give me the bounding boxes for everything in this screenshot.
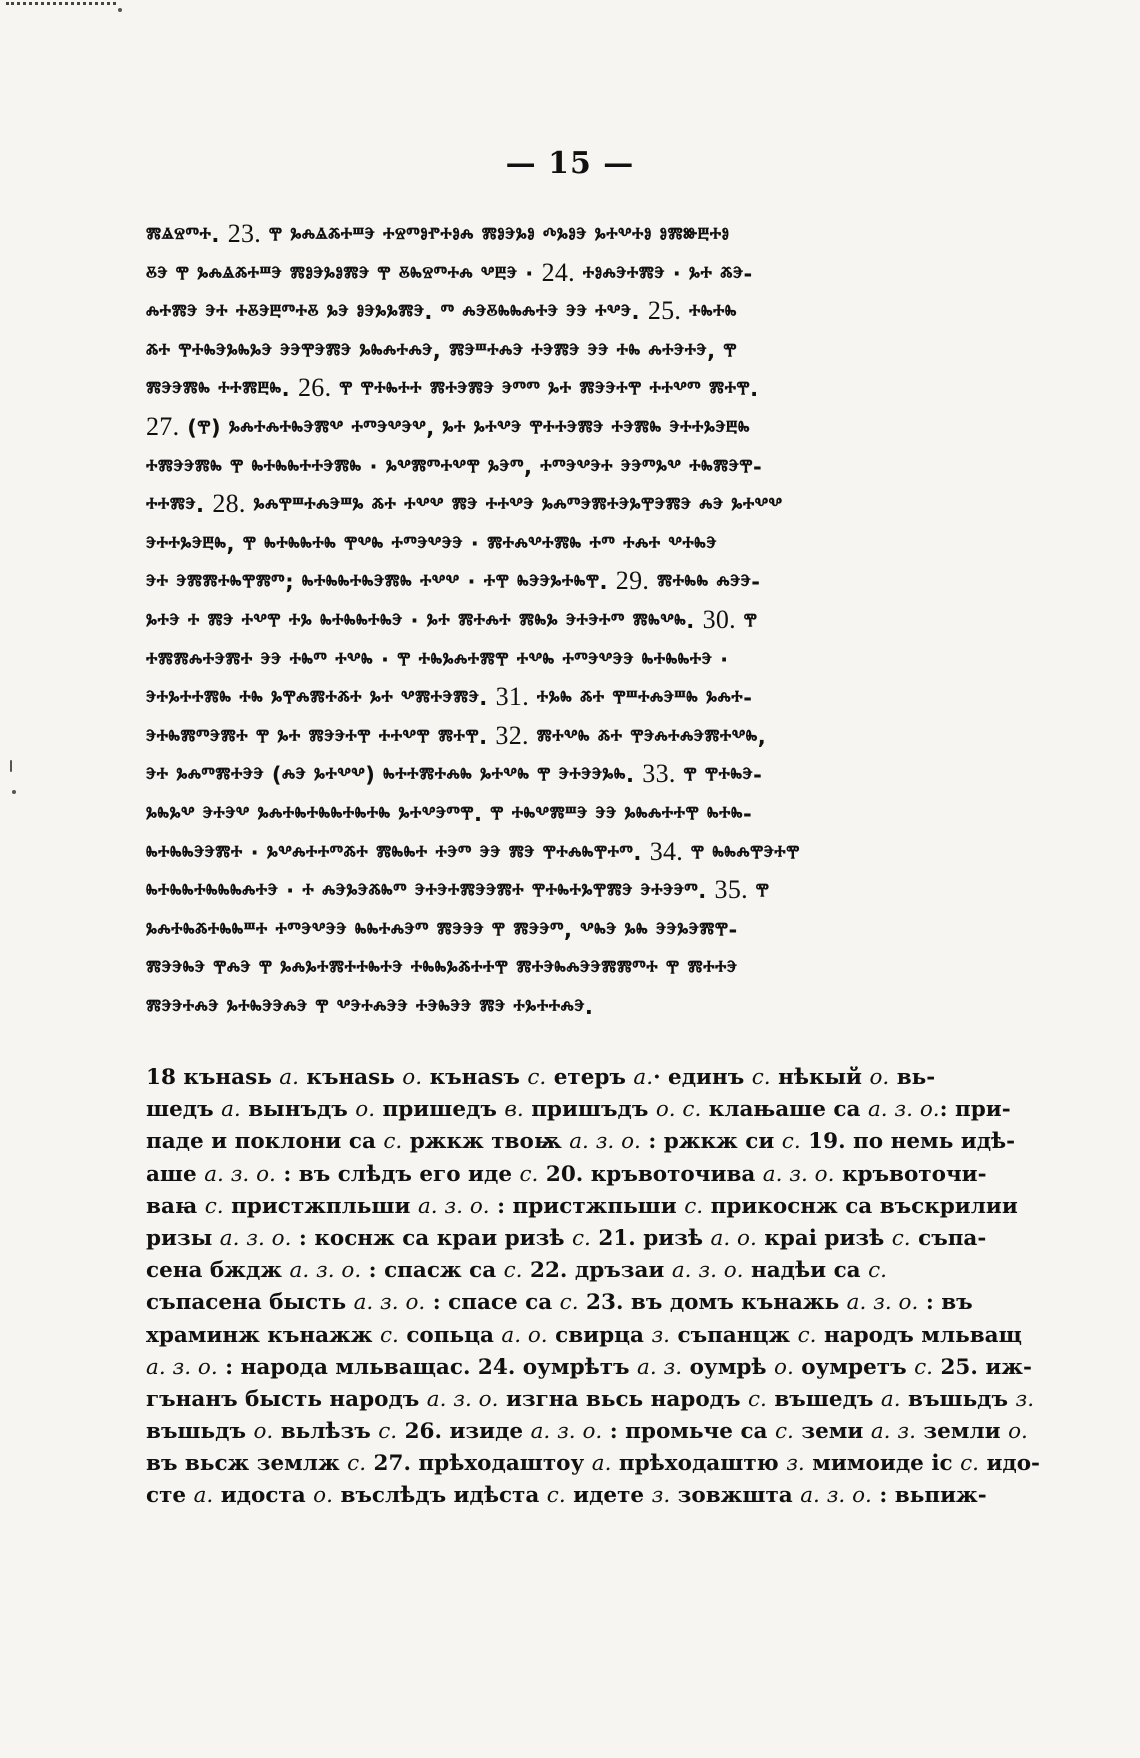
glagolitic-segment: ⰹ ⰹⰰⰸⰰⰰ ⰿⰰⰵⰿⰵ ⰵⱅⱅ ⰳⰰ ⰿⰵⰵⰰⰹ ⰰⰰⰲⱅ ⰿⰰⰹ. [331, 377, 759, 402]
glagolitic-line [146, 408, 946, 447]
variant-reading: земли [915, 1419, 1009, 1445]
manuscript-siglum: з. [786, 1451, 805, 1477]
verse-number: 25. [647, 296, 682, 326]
glagolitic-segment: ⰶⰰ ⰹⰰⰸⰵⰳⰸⰳⰵ ⰵⰵⰹⰵⰿⰵ ⰳⰸⰾⰰⰾⰵ, ⰿⰵⱎⰰⰾⰵ ⰰⰵⰿⰵ ⰵⰵ ⰰⰸ ⰾⰰⰵⰰⰵ, ⰹ [146, 338, 738, 363]
variant-reading: кънаѕь [298, 1065, 403, 1090]
manuscript-siglum: з. [651, 1322, 670, 1348]
variant-reading: надѣи ca [743, 1258, 869, 1284]
variant-reading: идете [565, 1483, 652, 1509]
verse-number: 33. [642, 759, 676, 789]
manuscript-siglum: а. з. [637, 1354, 683, 1380]
manuscript-siglum: а. з. о. [867, 1097, 940, 1123]
verse-number: 24. [541, 257, 575, 287]
manuscript-siglum: с. [204, 1193, 224, 1219]
glagolitic-line [146, 833, 946, 872]
manuscript-siglum: а. з. о. [289, 1258, 362, 1284]
verse-number: 28. [212, 489, 246, 519]
manuscript-siglum: а. з. о. [426, 1386, 499, 1412]
glagolitic-line [146, 447, 946, 486]
apparatus-line [146, 1159, 987, 1191]
glagolitic-line [146, 369, 946, 408]
glagolitic-line [146, 292, 946, 331]
variant-reading: ризы [146, 1225, 220, 1251]
variant-reading: въслѣдъ идѣста [332, 1483, 547, 1509]
variant-reading: : спасж ca [361, 1258, 504, 1284]
manuscript-siglum: с. [684, 1193, 704, 1219]
manuscript-siglum: о. [402, 1065, 423, 1090]
glagolitic-segment: ⰰⰸⰰⰸ [681, 300, 737, 325]
manuscript-siglum: с. [751, 1065, 771, 1090]
verse-number: 31. [495, 682, 529, 712]
manuscript-siglum: о. [253, 1419, 274, 1445]
manuscript-siglum: а. [193, 1483, 214, 1509]
manuscript-siglum: с. [781, 1129, 801, 1155]
glagolitic-line [146, 254, 946, 293]
manuscript-siglum: о. [355, 1097, 376, 1123]
variant-reading: : народа мльващас. 24. оумрѣтъ [217, 1354, 638, 1380]
manuscript-siglum: а. з. о. [353, 1290, 426, 1316]
variant-reading: оумрѣ [682, 1354, 775, 1380]
manuscript-siglum: с. [960, 1451, 979, 1477]
manuscript-siglum: о. [313, 1483, 333, 1509]
variant-reading: краі ризѣ [756, 1225, 892, 1251]
glagolitic-segment: ⰰⰰⰿⰵ. [146, 493, 213, 518]
variant-reading: : вьпиж- [871, 1483, 987, 1509]
verse-number: 23. [227, 219, 262, 248]
variant-reading: вынъдъ [240, 1097, 356, 1123]
critical-apparatus [146, 1062, 1040, 1513]
glagolitic-line [146, 871, 946, 910]
glagolitic-segment: ⰰⱁⰾⰵⰰⰿⰵ · ⰳⰰ ⰶⰵ- [574, 261, 753, 286]
glagolitic-segment: ⰿⰵⰵⰿⰸ ⰰⰰⰿⰱⰸ. [146, 377, 298, 402]
variant-reading: 21. ризѣ [590, 1225, 711, 1251]
variant-reading: съпасена бысть [146, 1290, 354, 1316]
glagolitic-segment: ⰾⰰⰿⰵ ⰵⰰ ⰰⰻⰵⰱⱅⰰⰻ ⰳⰵ ⱁⰵⰳⰳⰿⰵ. ⱅ ⰾⰵⰻⰸⰸⰾⰰⰵ ⰵⰵ ⰰⰲⰵ. [146, 300, 648, 325]
glagolitic-segment: ⰰⰿⰿⰾⰰⰵⰿⰰ ⰵⰵ ⰰⰸⱅ ⰰⰲⰸ · ⰹ ⰰⰸⰳⰾⰰⰿⰹ ⰰⰲⰸ ⰰⱅⰵⰲⰵⰵ ⰸⰰⰸⰸⰰⰵ · [146, 647, 729, 672]
variant-reading: сте [146, 1483, 194, 1509]
manuscript-siglum: а. [221, 1097, 241, 1123]
variant-reading: идоста [213, 1483, 314, 1509]
glagolitic-line [146, 987, 946, 1026]
glagolitic-segment: ⰿⰰⰲⰸ ⰶⰰ ⰹⰵⰾⰰⰾⰵⰿⰰⰲⰸ, [528, 724, 767, 749]
variant-reading: въ вьсж землж [146, 1451, 348, 1477]
variant-reading: 19. по немь идѣ- [800, 1129, 1016, 1155]
manuscript-siglum: с. [383, 1129, 403, 1155]
verse-number: 26. [297, 373, 332, 403]
variant-reading: земи [793, 1419, 871, 1445]
manuscript-siglum: а. з. о. [417, 1193, 490, 1219]
manuscript-siglum: о. [1008, 1419, 1028, 1445]
verse-number: 27. [146, 411, 180, 441]
apparatus-line [146, 1191, 1018, 1223]
glagolitic-segment: ⰿⰵⰵⰰⰾⰵ ⰳⰰⰸⰵⰵⰾⰵ ⰹ ⰲⰵⰰⰾⰵⰵ ⰰⰵⰸⰵⰵ ⰿⰵ ⰰⰳⰰⰰⰾⰵ. [146, 994, 594, 1019]
glagolitic-segment: ⰹ [747, 879, 770, 904]
variant-reading: 18 кънаѕь [146, 1065, 280, 1090]
variant-reading: 22. дръзаи [522, 1258, 672, 1284]
glagolitic-line [146, 562, 946, 601]
glagolitic-segment: ⰿⰵⰵⰸⰵ ⰹⰾⰵ ⰹ ⰳⰾⰳⰰⰿⰰⰰⰸⰰⰵ ⰰⰸⰸⰳⰶⰰⰰⰹ ⰿⰰⰵⰸⰾⰵⰵⰿⰿⱅⰰ ⰹ ⰿⰰⰰⰵ [146, 956, 738, 981]
variant-reading: кънаѕъ [422, 1065, 528, 1090]
manuscript-siglum: о. [774, 1354, 794, 1380]
manuscript-siglum: с. [378, 1419, 398, 1445]
apparatus-line [146, 1287, 973, 1319]
glagolitic-line [146, 678, 946, 717]
variant-reading: пришъдъ [523, 1097, 656, 1123]
manuscript-siglum: а. о. [710, 1225, 757, 1251]
manuscript-siglum: а. [633, 1065, 654, 1090]
glagolitic-line [146, 755, 946, 794]
manuscript-siglum: с. [527, 1065, 547, 1090]
manuscript-siglum: а. з. о. [569, 1129, 641, 1155]
variant-reading: кръвоточи- [834, 1161, 987, 1187]
manuscript-siglum: а. з. о. [671, 1258, 744, 1284]
glagolitic-segment: ⰹ ⰸⰸⰾⰹⰵⰰⰹ [683, 840, 800, 865]
glagolitic-line [146, 948, 946, 987]
glagolitic-segment: ⰰⰳⰸ ⰶⰰ ⰹⱎⰰⰾⰵⱎⰸ ⰳⰾⰰ- [529, 686, 753, 711]
scan-speck [10, 760, 12, 772]
manuscript-siglum: а. [591, 1451, 612, 1477]
variant-reading: шедъ [146, 1097, 222, 1123]
glagolitic-segment: ⰸⰰⰸⰸⰰⰸⰸⰸⰾⰰⰵ · ⰰ ⰾⰵⰳⰵⰶⰸⱅ ⰵⰰⰵⰰⰿⰵⰵⰿⰰ ⰹⰰⰸⰰⰳⰹⰿⰵ ⰵⰰⰵⰵⱅ. [146, 879, 715, 904]
manuscript-siglum: а. з. о. [800, 1483, 872, 1509]
variant-reading: мимоиде іс [804, 1451, 961, 1477]
apparatus-line [146, 1480, 987, 1512]
apparatus-line [146, 1223, 987, 1255]
apparatus-line [146, 1416, 1028, 1448]
glagolitic-segment: ⰹ [735, 608, 758, 633]
manuscript-siglum: с. [559, 1290, 579, 1316]
glagolitic-line [146, 331, 946, 370]
variant-reading: свирца [547, 1322, 652, 1348]
variant-reading: прикоснж ca въскрилии [703, 1193, 1018, 1219]
manuscript-siglum: с. [797, 1322, 817, 1348]
glagolitic-segment: ⰸⰰⰸⰸⰵⰵⰿⰰ · ⰳⰲⰾⰰⰰⱅⰶⰰ ⰿⰸⰸⰰ ⰰⰵⱅ ⰵⰵ ⰿⰵ ⰹⰰⰾⰸⰹⰰⱅ. [146, 840, 650, 865]
variant-reading: : промьче ca [602, 1419, 775, 1445]
glagolitic-segment: ⰹ ⰳⰾⱑⰶⰰⱎⰵ ⰰⱄⱅⱁⱂⰰⱁⰾ ⰿⱁⰵⰳⱁ ⰴⰳⱁⰵ ⰳⰰⰲⰰⱁ ⱁⰿⱆⰱⰰⱁ [261, 223, 730, 247]
manuscript-siglum: с. [503, 1258, 523, 1284]
glagolitic-segment: ⰳⰾⰰⰸⰶⰰⰸⰸⱎⰰ ⰰⱅⰵⰲⰵⰵ ⰸⰸⰰⰾⰵⱅ ⰿⰵⰵⰵ ⰹ ⰿⰵⰵⱅ, ⰲⰸⰵ ⰳⰸ ⰵⰵⰳⰵⰿⰹ- [146, 917, 738, 942]
variant-reading: въшьдъ [146, 1419, 254, 1445]
manuscript-siglum: а. з. о. [846, 1290, 919, 1316]
variant-reading: : спасе ca [425, 1290, 560, 1316]
glagolitic-line [146, 215, 946, 254]
glagolitic-segment: ⰹ ⰹⰰⰸⰵ- [675, 763, 763, 788]
variant-reading: прѣходаштю [611, 1451, 787, 1477]
variant-reading: етеръ [546, 1065, 634, 1090]
glagolitic-segment: ⰵⰰⰰⰳⰵⰱⰸ, ⰹ ⰸⰰⰸⰸⰰⰸ ⰹⰲⰸ ⰰⱅⰵⰲⰵⰵ · ⰿⰰⰾⰲⰰⰿⰸ ⰰⱅ ⰰⰾⰰ ⰲⰰⰸⰵ [146, 531, 717, 556]
variant-reading: 20. кръвоточива [538, 1161, 763, 1187]
manuscript-siglum: с. [519, 1161, 539, 1187]
manuscript-siglum: а. [279, 1065, 299, 1090]
verse-number: 35. [714, 875, 748, 905]
variant-reading: идо- [978, 1451, 1040, 1477]
manuscript-siglum: а. з. о. [530, 1419, 603, 1445]
variant-reading: : въ слѣдъ его иде [275, 1161, 520, 1187]
manuscript-siglum: о. [869, 1065, 890, 1090]
glagolitic-line [146, 485, 946, 524]
variant-reading: сопьца [398, 1322, 502, 1348]
manuscript-siglum: в. [504, 1097, 524, 1123]
variant-reading: пристжпльши [223, 1193, 418, 1219]
manuscript-siglum: а. з. [870, 1419, 916, 1445]
manuscript-siglum: с. [774, 1419, 794, 1445]
glagolitic-line [146, 601, 946, 640]
manuscript-siglum: о. с. [655, 1097, 702, 1123]
manuscript-siglum: с. [379, 1322, 399, 1348]
manuscript-siglum: с. [868, 1258, 887, 1284]
variant-reading: изгна вьсь народъ [498, 1386, 748, 1412]
variant-reading: оумретъ [793, 1354, 915, 1380]
glagolitic-segment: ⰵⰰ ⰵⰿⰿⰰⰸⰹⰿⱅ; ⰸⰰⰸⰸⰰⰸⰵⰿⰸ ⰰⰲⰲ · ⰰⰹ ⰸⰵⰵⰳⰰⰸⰹ. [146, 570, 616, 595]
variant-reading: : коснж ca краи ризѣ [291, 1225, 572, 1251]
variant-reading: народъ мльващ [816, 1322, 1022, 1348]
glagolitic-segment: ⰵⰰⰸⰿⱅⰵⰿⰰ ⰹ ⰳⰰ ⰿⰵⰵⰰⰹ ⰰⰰⰲⰹ ⰿⰰⰹ. [146, 724, 496, 749]
glagolitic-segment: ⰳⰾⰹⱎⰰⰾⰵⱎⰳ ⰶⰰ ⰰⰲⰲ ⰿⰵ ⰰⰰⰲⰵ ⰳⰾⱅⰵⰿⰰⰵⰳⰹⰵⰿⰵ ⰾⰵ ⰳⰰⰲⰲ [245, 493, 783, 518]
verse-number: 30. [702, 604, 736, 634]
glagolitic-segment: ⰵⰰ ⰳⰾⱅⰿⰰⰵⰵ (ⰾⰵ ⰳⰰⰲⰲ) ⰸⰰⰰⰿⰰⰾⰸ ⰳⰰⰲⰸ ⰹ ⰵⰰⰵⰵⰳⰸ. [146, 763, 643, 788]
glagolitic-line [146, 524, 946, 563]
glagolitic-segment: ⰳⰸⰳⰲ ⰵⰰⰵⰲ ⰳⰾⰰⰸⰰⰸⰸⰰⰸⰰⰸ ⰳⰰⰲⰵⱅⰹ. ⰹ ⰰⰸⰲⰿⱎⰵ ⰵⰵ ⰳⰸⰾⰰⰰⰹ ⰸⰰⰸ- [146, 801, 753, 826]
variant-reading: аше [146, 1161, 205, 1187]
manuscript-siglum: а. [880, 1386, 901, 1412]
apparatus-line [146, 1352, 1032, 1384]
manuscript-siglum: а. з. о. [219, 1225, 292, 1251]
manuscript-siglum: с. [347, 1451, 367, 1477]
manuscript-siglum: с. [747, 1386, 767, 1412]
glagolitic-segment: (ⰹ) ⰳⰾⰰⰾⰰⰸⰵⰿⰲ ⰰⱅⰵⰲⰵⰲ, ⰳⰰ ⰳⰰⰲⰵ ⰹⰰⰰⰵⰿⰵ ⰰⰵⰿⰸ ⰵⰰⰰⰳⰵⰱⰸ [179, 415, 751, 440]
glagolitic-segment: ⰻⰵ ⰹ ⰳⰾⱑⰶⰰⱎⰵ ⰿⱁⰵⰳⱁⰿⰵ ⰹ ⰻⰸⱄⱅⰰⰾ ⰲⰱⰵ · [146, 261, 542, 286]
manuscript-siglum: с. [914, 1354, 933, 1380]
manuscript-siglum: а. з. о. [204, 1161, 276, 1187]
apparatus-line [146, 1255, 948, 1287]
glagolitic-segment: ⰿⱑⱄⱅⰰ. [146, 223, 228, 247]
manuscript-siglum: с. [891, 1225, 911, 1251]
variant-reading: съпа- [910, 1225, 987, 1251]
manuscript-siglum: з. [651, 1483, 671, 1509]
variant-reading: 23. въ домъ кънажь [578, 1290, 847, 1316]
variant-reading: съпанцж [670, 1322, 798, 1348]
variant-reading: 25. иж- [932, 1354, 1032, 1380]
manuscript-siglum: а. о. [501, 1322, 548, 1348]
verse-number: 32. [495, 720, 529, 750]
scan-speck [118, 8, 122, 12]
manuscript-siglum: а. з. о. [762, 1161, 835, 1187]
variant-reading: сена бждж [146, 1258, 290, 1284]
variant-reading: въшедъ [766, 1386, 881, 1412]
variant-reading: гънанъ бысть народъ [146, 1386, 427, 1412]
variant-reading: вь- [889, 1065, 936, 1090]
glagolitic-line [146, 794, 946, 833]
variant-reading: : пристжпьши [489, 1193, 685, 1219]
verse-number: 34. [649, 836, 684, 866]
apparatus-line [146, 1448, 1040, 1480]
manuscript-siglum: с. [571, 1225, 591, 1251]
glagolitic-text-block [146, 215, 946, 1025]
page-number: — 15 — [505, 146, 635, 181]
variant-reading: въшьдъ [900, 1386, 1016, 1412]
manuscript-siglum: с. [546, 1483, 566, 1509]
variant-reading: ваꙗ [146, 1193, 205, 1219]
variant-reading: вьлѣзъ [273, 1419, 379, 1445]
verse-number: 29. [615, 566, 650, 596]
variant-reading: : при- [939, 1097, 1011, 1123]
apparatus-line [146, 1126, 1016, 1158]
glagolitic-segment: ⰿⰰⰸⰸ ⰾⰵⰵ- [649, 570, 761, 595]
glagolitic-segment: ⰵⰰⰳⰰⰰⰿⰸ ⰰⰸ ⰳⰹⰾⰿⰰⰶⰰ ⰳⰰ ⰲⰿⰰⰵⰿⰵ. [146, 686, 496, 711]
variant-reading: паде и поклони ca [146, 1129, 384, 1155]
glagolitic-segment: ⰳⰰⰵ ⰰ ⰿⰵ ⰰⰲⰹ ⰰⰳ ⰸⰰⰸⰸⰰⰸⰵ · ⰳⰰ ⰿⰰⰾⰰ ⰿⰸⰳ ⰵⰰⰵⰰⱅ ⰿⰸⰲⰸ. [146, 608, 703, 633]
apparatus-line [146, 1062, 948, 1094]
variant-reading: : въ [918, 1290, 973, 1316]
glagolitic-line [146, 640, 946, 679]
variant-reading: : ржкж си [640, 1129, 782, 1155]
variant-reading: 27. прѣходаштоу [366, 1451, 592, 1477]
variant-reading: храминж кънажж [146, 1322, 380, 1348]
variant-reading: 26. изиде [397, 1419, 531, 1445]
manuscript-siglum: з. [1015, 1386, 1035, 1412]
glagolitic-line [146, 717, 946, 756]
variant-reading: клањаше ca [701, 1097, 868, 1123]
variant-reading: зовжшта [670, 1483, 801, 1509]
scan-mark [6, 2, 116, 9]
apparatus-line [146, 1320, 1022, 1352]
apparatus-line [146, 1384, 1035, 1416]
manuscript-siglum: а. з. о. [146, 1354, 218, 1380]
variant-reading: пришедъ [375, 1097, 505, 1123]
glagolitic-line [146, 910, 946, 949]
variant-reading: нѣкый [770, 1065, 870, 1090]
variant-reading: ржкж твоѭ [402, 1129, 570, 1155]
glagolitic-segment: ⰰⰿⰵⰵⰿⰸ ⰹ ⰸⰰⰸⰸⰰⰰⰵⰿⰸ · ⰳⰲⰿⱅⰰⰲⰹ ⰳⰵⱅ, ⰰⱅⰵⰲⰵⰰ ⰵⰵⱅⰳⰲ ⰰⰸⰿⰵⰹ- [146, 454, 763, 479]
variant-reading: · единъ [653, 1065, 752, 1090]
scan-speck [12, 790, 16, 794]
apparatus-line [146, 1094, 1011, 1126]
